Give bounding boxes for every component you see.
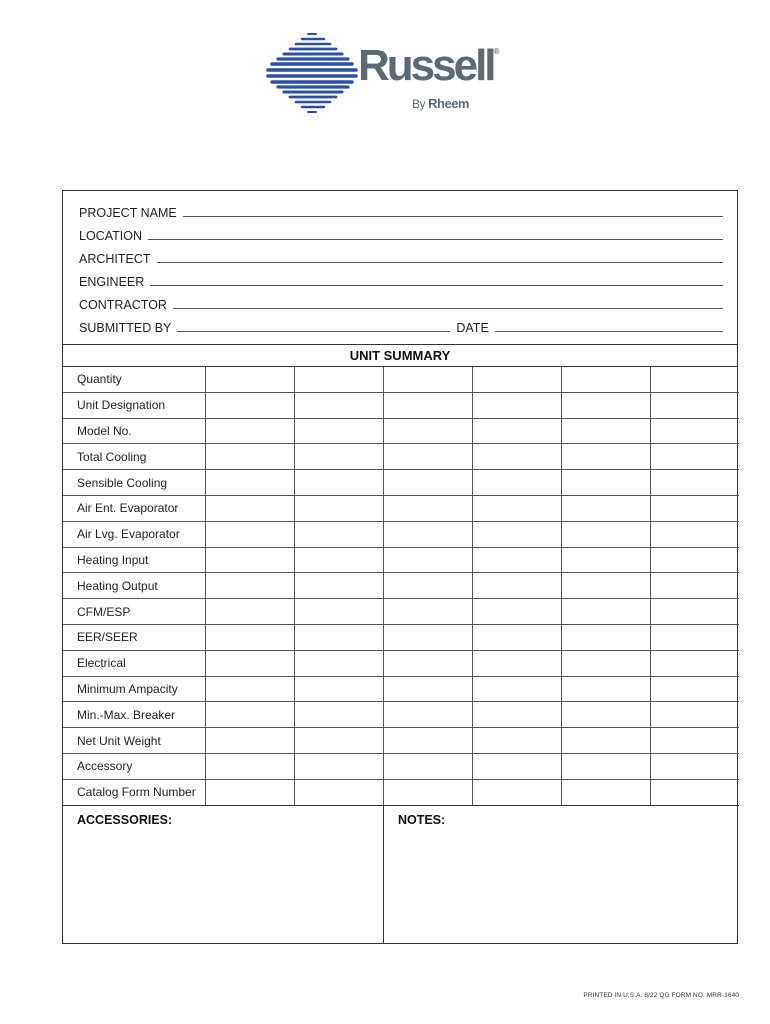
row-label: Air Ent. Evaporator <box>63 495 205 521</box>
unit-value-cell[interactable] <box>383 547 472 573</box>
unit-value-cell[interactable] <box>472 392 561 418</box>
unit-value-cell[interactable] <box>561 753 650 779</box>
unit-value-cell[interactable] <box>561 728 650 754</box>
table-row <box>63 702 739 728</box>
unit-value-cell[interactable] <box>472 599 561 625</box>
date-field[interactable] <box>495 331 723 332</box>
engineer-row <box>79 269 723 289</box>
unit-value-cell[interactable] <box>472 624 561 650</box>
unit-value-cell[interactable] <box>383 444 472 470</box>
table-row <box>63 676 739 702</box>
bottom-section <box>63 806 737 943</box>
unit-value-cell[interactable] <box>294 779 383 805</box>
project-name-field[interactable] <box>183 216 723 217</box>
table-row <box>63 779 739 805</box>
contractor-field[interactable] <box>173 308 723 309</box>
project-info-section <box>63 191 737 345</box>
unit-value-cell[interactable] <box>472 573 561 599</box>
unit-value-cell[interactable] <box>650 624 739 650</box>
unit-value-cell[interactable] <box>472 650 561 676</box>
unit-value-cell[interactable] <box>561 444 650 470</box>
table-row <box>63 521 739 547</box>
submittal-form <box>62 190 738 944</box>
unit-value-cell[interactable] <box>561 779 650 805</box>
submitted-by-row <box>79 315 723 335</box>
unit-value-cell[interactable] <box>383 367 472 392</box>
unit-value-cell[interactable] <box>561 521 650 547</box>
unit-value-cell[interactable] <box>383 779 472 805</box>
unit-value-cell[interactable] <box>205 779 294 805</box>
engineer-label: ENGINEER <box>79 275 145 289</box>
location-row <box>79 223 723 243</box>
unit-value-cell[interactable] <box>205 392 294 418</box>
unit-value-cell[interactable] <box>205 573 294 599</box>
unit-value-cell[interactable] <box>383 676 472 702</box>
unit-value-cell[interactable] <box>205 495 294 521</box>
unit-value-cell[interactable] <box>294 547 383 573</box>
row-label: Air Lvg. Evaporator <box>63 521 205 547</box>
row-label: Accessory <box>63 753 205 779</box>
unit-value-cell[interactable] <box>561 495 650 521</box>
unit-value-cell[interactable] <box>472 470 561 496</box>
contractor-label: CONTRACTOR <box>79 298 167 312</box>
unit-value-cell[interactable] <box>294 599 383 625</box>
accessories-box[interactable] <box>63 806 384 943</box>
row-label: Sensible Cooling <box>63 470 205 496</box>
unit-value-cell[interactable] <box>383 418 472 444</box>
unit-value-cell[interactable] <box>205 521 294 547</box>
unit-value-cell[interactable] <box>383 392 472 418</box>
logo-subtitle: By Rheem <box>412 96 469 111</box>
notes-box[interactable] <box>384 806 737 943</box>
unit-value-cell[interactable] <box>294 444 383 470</box>
table-row <box>63 392 739 418</box>
notes-heading: NOTES: <box>398 813 446 827</box>
unit-value-cell[interactable] <box>650 650 739 676</box>
unit-value-cell[interactable] <box>294 728 383 754</box>
unit-value-cell[interactable] <box>561 702 650 728</box>
unit-value-cell[interactable] <box>294 470 383 496</box>
unit-value-cell[interactable] <box>205 470 294 496</box>
table-row <box>63 495 739 521</box>
row-label: Electrical <box>63 650 205 676</box>
unit-summary-table <box>63 367 739 806</box>
unit-value-cell[interactable] <box>383 470 472 496</box>
table-row <box>63 753 739 779</box>
unit-value-cell[interactable] <box>650 418 739 444</box>
project-name-label: PROJECT NAME <box>79 206 177 220</box>
unit-value-cell[interactable] <box>650 779 739 805</box>
table-row <box>63 624 739 650</box>
table-row <box>63 470 739 496</box>
unit-value-cell[interactable] <box>472 444 561 470</box>
unit-value-cell[interactable] <box>561 418 650 444</box>
unit-value-cell[interactable] <box>650 392 739 418</box>
unit-value-cell[interactable] <box>650 470 739 496</box>
unit-value-cell[interactable] <box>650 753 739 779</box>
unit-value-cell[interactable] <box>205 444 294 470</box>
unit-value-cell[interactable] <box>294 676 383 702</box>
unit-value-cell[interactable] <box>383 702 472 728</box>
table-row <box>63 599 739 625</box>
architect-label: ARCHITECT <box>79 252 151 266</box>
table-row <box>63 444 739 470</box>
project-name-row <box>79 200 723 220</box>
unit-value-cell[interactable] <box>650 728 739 754</box>
row-label: Unit Designation <box>63 392 205 418</box>
unit-value-cell[interactable] <box>472 753 561 779</box>
unit-value-cell[interactable] <box>205 367 294 392</box>
unit-value-cell[interactable] <box>472 367 561 392</box>
table-row <box>63 728 739 754</box>
unit-value-cell[interactable] <box>650 367 739 392</box>
unit-value-cell[interactable] <box>472 779 561 805</box>
row-label: Quantity <box>63 367 205 392</box>
row-label: Model No. <box>63 418 205 444</box>
unit-value-cell[interactable] <box>650 676 739 702</box>
accessories-heading: ACCESSORIES: <box>77 813 173 827</box>
unit-value-cell[interactable] <box>472 702 561 728</box>
row-label: Minimum Ampacity <box>63 676 205 702</box>
unit-value-cell[interactable] <box>561 392 650 418</box>
unit-summary-title: UNIT SUMMARY <box>63 344 737 367</box>
unit-value-cell[interactable] <box>472 521 561 547</box>
unit-value-cell[interactable] <box>205 624 294 650</box>
unit-value-cell[interactable] <box>472 495 561 521</box>
row-label: Heating Output <box>63 573 205 599</box>
table-row <box>63 573 739 599</box>
unit-value-cell[interactable] <box>205 702 294 728</box>
unit-value-cell[interactable] <box>472 728 561 754</box>
unit-value-cell[interactable] <box>561 547 650 573</box>
unit-value-cell[interactable] <box>294 650 383 676</box>
date-label: DATE <box>456 321 489 335</box>
unit-value-cell[interactable] <box>294 702 383 728</box>
unit-value-cell[interactable] <box>383 599 472 625</box>
unit-value-cell[interactable] <box>294 624 383 650</box>
unit-value-cell[interactable] <box>294 495 383 521</box>
print-footer: PRINTED IN U.S.A. 8/22 QG FORM NO. MRR-1640 <box>583 992 739 999</box>
submitted-by-field[interactable] <box>177 331 450 332</box>
unit-value-cell[interactable] <box>650 495 739 521</box>
row-label: Catalog Form Number <box>63 779 205 805</box>
unit-value-cell[interactable] <box>205 650 294 676</box>
row-label: Total Cooling <box>63 444 205 470</box>
unit-value-cell[interactable] <box>650 702 739 728</box>
unit-value-cell[interactable] <box>472 418 561 444</box>
unit-value-cell[interactable] <box>383 728 472 754</box>
location-label: LOCATION <box>79 229 142 243</box>
row-label: Min.-Max. Breaker <box>63 702 205 728</box>
unit-value-cell[interactable] <box>650 599 739 625</box>
row-label: Heating Input <box>63 547 205 573</box>
table-row <box>63 650 739 676</box>
unit-value-cell[interactable] <box>472 676 561 702</box>
unit-value-cell[interactable] <box>383 753 472 779</box>
unit-value-cell[interactable] <box>472 547 561 573</box>
unit-value-cell[interactable] <box>650 547 739 573</box>
unit-value-cell[interactable] <box>205 676 294 702</box>
unit-value-cell[interactable] <box>561 470 650 496</box>
unit-value-cell[interactable] <box>205 728 294 754</box>
russell-wave-mark-icon <box>266 30 358 122</box>
unit-value-cell[interactable] <box>294 418 383 444</box>
unit-value-cell[interactable] <box>294 367 383 392</box>
unit-value-cell[interactable] <box>205 599 294 625</box>
unit-value-cell[interactable] <box>650 573 739 599</box>
unit-value-cell[interactable] <box>294 573 383 599</box>
table-row <box>63 418 739 444</box>
unit-value-cell[interactable] <box>561 599 650 625</box>
unit-value-cell[interactable] <box>383 650 472 676</box>
russell-logo <box>266 30 506 122</box>
architect-field[interactable] <box>157 262 723 263</box>
contractor-row <box>79 292 723 312</box>
row-label: EER/SEER <box>63 624 205 650</box>
engineer-field[interactable] <box>150 285 723 286</box>
unit-value-cell[interactable] <box>561 650 650 676</box>
table-row <box>63 367 739 392</box>
unit-value-cell[interactable] <box>383 521 472 547</box>
unit-value-cell[interactable] <box>561 676 650 702</box>
unit-value-cell[interactable] <box>205 547 294 573</box>
unit-value-cell[interactable] <box>205 753 294 779</box>
unit-value-cell[interactable] <box>383 573 472 599</box>
submitted-by-label: SUBMITTED BY <box>79 321 172 335</box>
row-label: CFM/ESP <box>63 599 205 625</box>
unit-value-cell[interactable] <box>383 624 472 650</box>
unit-value-cell[interactable] <box>650 521 739 547</box>
unit-value-cell[interactable] <box>294 521 383 547</box>
location-field[interactable] <box>148 239 723 240</box>
unit-value-cell[interactable] <box>561 367 650 392</box>
unit-value-cell[interactable] <box>650 444 739 470</box>
unit-value-cell[interactable] <box>205 418 294 444</box>
unit-value-cell[interactable] <box>561 573 650 599</box>
unit-value-cell[interactable] <box>294 753 383 779</box>
unit-value-cell[interactable] <box>561 624 650 650</box>
unit-value-cell[interactable] <box>383 495 472 521</box>
unit-value-cell[interactable] <box>294 392 383 418</box>
table-row <box>63 547 739 573</box>
logo-brand-name: Russell® <box>358 41 500 90</box>
architect-row <box>79 246 723 266</box>
row-label: Net Unit Weight <box>63 728 205 754</box>
